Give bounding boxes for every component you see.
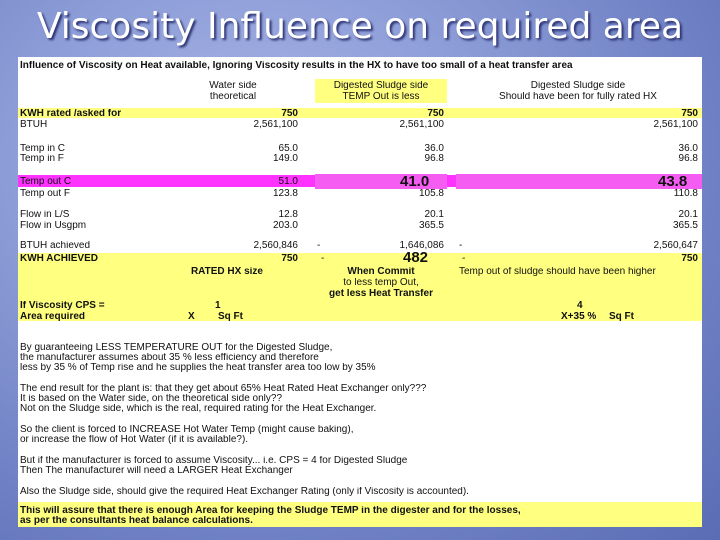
note-line-9: But if the manufacturer is forced to assume Viscosity... i.e. CPS = 4 for Digested Sludge xyxy=(20,456,408,466)
note-line-11: Also the Sludge side, should give the required Heat Exchanger Rating (only if Viscosity is accounted). xyxy=(20,487,469,497)
area-c1-unit: Sq Ft xyxy=(218,312,243,322)
btuh-c3: 2,561,100 xyxy=(653,120,698,130)
kwh-achieved-dash2: - xyxy=(321,254,325,264)
col3-head-line1: Digested Sludge side xyxy=(530,81,626,91)
flow-usgpm-c3: 365.5 xyxy=(672,221,698,231)
area-c3-x: X+35 % xyxy=(561,312,597,322)
col2-head-line2: TEMP Out is less xyxy=(342,92,420,102)
temp-out-f-label: Temp out F xyxy=(20,189,71,199)
viscosity-c1: 1 xyxy=(215,301,221,311)
temp-in-c-c2: 36.0 xyxy=(424,144,444,154)
kwh-achieved-dash3: - xyxy=(462,254,466,264)
kwh-achieved-c1: 750 xyxy=(281,254,298,264)
col2-head-line1: Digested Sludge side xyxy=(333,81,429,91)
flow-usgpm-c2: 365.5 xyxy=(418,221,444,231)
kwh-rated-label: KWH rated /asked for xyxy=(20,109,122,119)
note-line-2: the manufacturer assumes about 35 % less efficiency and therefore xyxy=(20,353,319,363)
kwh-rated-c1: 750 xyxy=(281,109,298,119)
temp-in-f-c1: 149.0 xyxy=(272,154,298,164)
btuh-achieved-c3: 2,560,647 xyxy=(653,241,698,251)
temp-out-f-c2: 105.8 xyxy=(418,189,444,199)
temp-in-c-c1: 65.0 xyxy=(278,144,298,154)
commit-note-1: When Commit xyxy=(347,267,415,277)
kwh-achieved-c2: 482 xyxy=(403,250,429,265)
note-line-7: So the client is forced to INCREASE Hot Water Temp (might cause baking), xyxy=(20,425,354,435)
kwh-achieved-c3: 750 xyxy=(681,254,698,264)
btuh-achieved-label: BTUH achieved xyxy=(20,241,91,251)
viscosity-c3: 4 xyxy=(577,301,583,311)
temp-in-c-label: Temp in C xyxy=(20,144,66,154)
col1-head-line1: Water side xyxy=(209,81,257,91)
btuh-c2: 2,561,100 xyxy=(399,120,444,130)
kwh-achieved-label: KWH ACHIEVED xyxy=(20,254,98,264)
col1-head-line2: theoretical xyxy=(209,92,257,102)
temp-in-c-c3: 36.0 xyxy=(678,144,698,154)
flow-usgpm-label: Flow in Usgpm xyxy=(20,221,87,231)
temp-out-c-c2: 41.0 xyxy=(400,174,430,189)
area-c1-x: X xyxy=(188,312,195,322)
temp-out-c-c1: 51.0 xyxy=(278,177,298,187)
commit-note-3: get less Heat Transfer xyxy=(329,289,433,299)
note-line-1: By guaranteeing LESS TEMPERATURE OUT for the Digested Sludge, xyxy=(20,343,333,353)
btuh-achieved-dash2: - xyxy=(317,241,321,251)
commit-note-2: to less temp Out, xyxy=(343,278,419,288)
note-line-5: It is based on the Water side, on the theoretical side only?? xyxy=(20,394,283,404)
viscosity-label: If Viscosity CPS = xyxy=(20,301,105,311)
temp-in-f-label: Temp in F xyxy=(20,154,64,164)
temp-note: Temp out of sludge should have been higher xyxy=(459,267,656,277)
flow-usgpm-c1: 203.0 xyxy=(272,221,298,231)
temp-in-f-c2: 96.8 xyxy=(424,154,444,164)
rated-hx-label: RATED HX size xyxy=(190,267,263,277)
highlight-area-block xyxy=(18,297,702,321)
temp-out-f-c3: 110.8 xyxy=(673,189,698,199)
note-line-8: or increase the flow of Hot Water (if it is available?). xyxy=(20,435,249,445)
footer-line-2: as per the consultants heat balance calculations. xyxy=(20,516,253,526)
note-line-10: Then The manufacturer will need a LARGER Heat Exchanger xyxy=(20,466,293,476)
temp-out-c-label: Temp out C xyxy=(20,177,72,187)
btuh-c1: 2,561,100 xyxy=(253,120,298,130)
footer-line-1: This will assure that there is enough Area for keeping the Sludge TEMP in the digester and for the losses, xyxy=(20,506,521,516)
sheet-header: Influence of Viscosity on Heat available, Ignoring Viscosity results in the HX to have too small of a heat transfer area xyxy=(20,61,573,71)
kwh-rated-c3: 750 xyxy=(681,109,698,119)
flow-ls-c3: 20.1 xyxy=(678,210,698,220)
btuh-label: BTUH xyxy=(20,120,48,130)
flow-ls-label: Flow in L/S xyxy=(20,210,70,220)
note-line-6: Not on the Sludge side, which is the real, required rating for the Heat Exchanger. xyxy=(20,404,377,414)
btuh-achieved-c2: 1,646,086 xyxy=(399,241,444,251)
temp-out-f-c1: 123.8 xyxy=(272,189,298,199)
slide-title: Viscosity Influence on required area xyxy=(36,6,684,47)
spreadsheet xyxy=(18,57,702,527)
kwh-rated-c2: 750 xyxy=(427,109,444,119)
flow-ls-c1: 12.8 xyxy=(278,210,298,220)
area-label: Area required xyxy=(20,312,86,322)
temp-in-f-c3: 96.8 xyxy=(678,154,698,164)
note-line-3: less by 35 % of Temp rise and he supplies the heat transfer area too low by 35% xyxy=(20,363,376,373)
temp-out-c-c3: 43.8 xyxy=(658,174,688,189)
note-line-4: The end result for the plant is: that they get about 65% Heat Rated Heat Exchanger only??? xyxy=(20,384,427,394)
btuh-achieved-c1: 2,560,846 xyxy=(253,241,298,251)
col3-head-line2: Should have been for fully rated HX xyxy=(499,92,657,102)
flow-ls-c2: 20.1 xyxy=(424,210,444,220)
btuh-achieved-dash3: - xyxy=(459,241,463,251)
area-c3-unit: Sq Ft xyxy=(609,312,634,322)
